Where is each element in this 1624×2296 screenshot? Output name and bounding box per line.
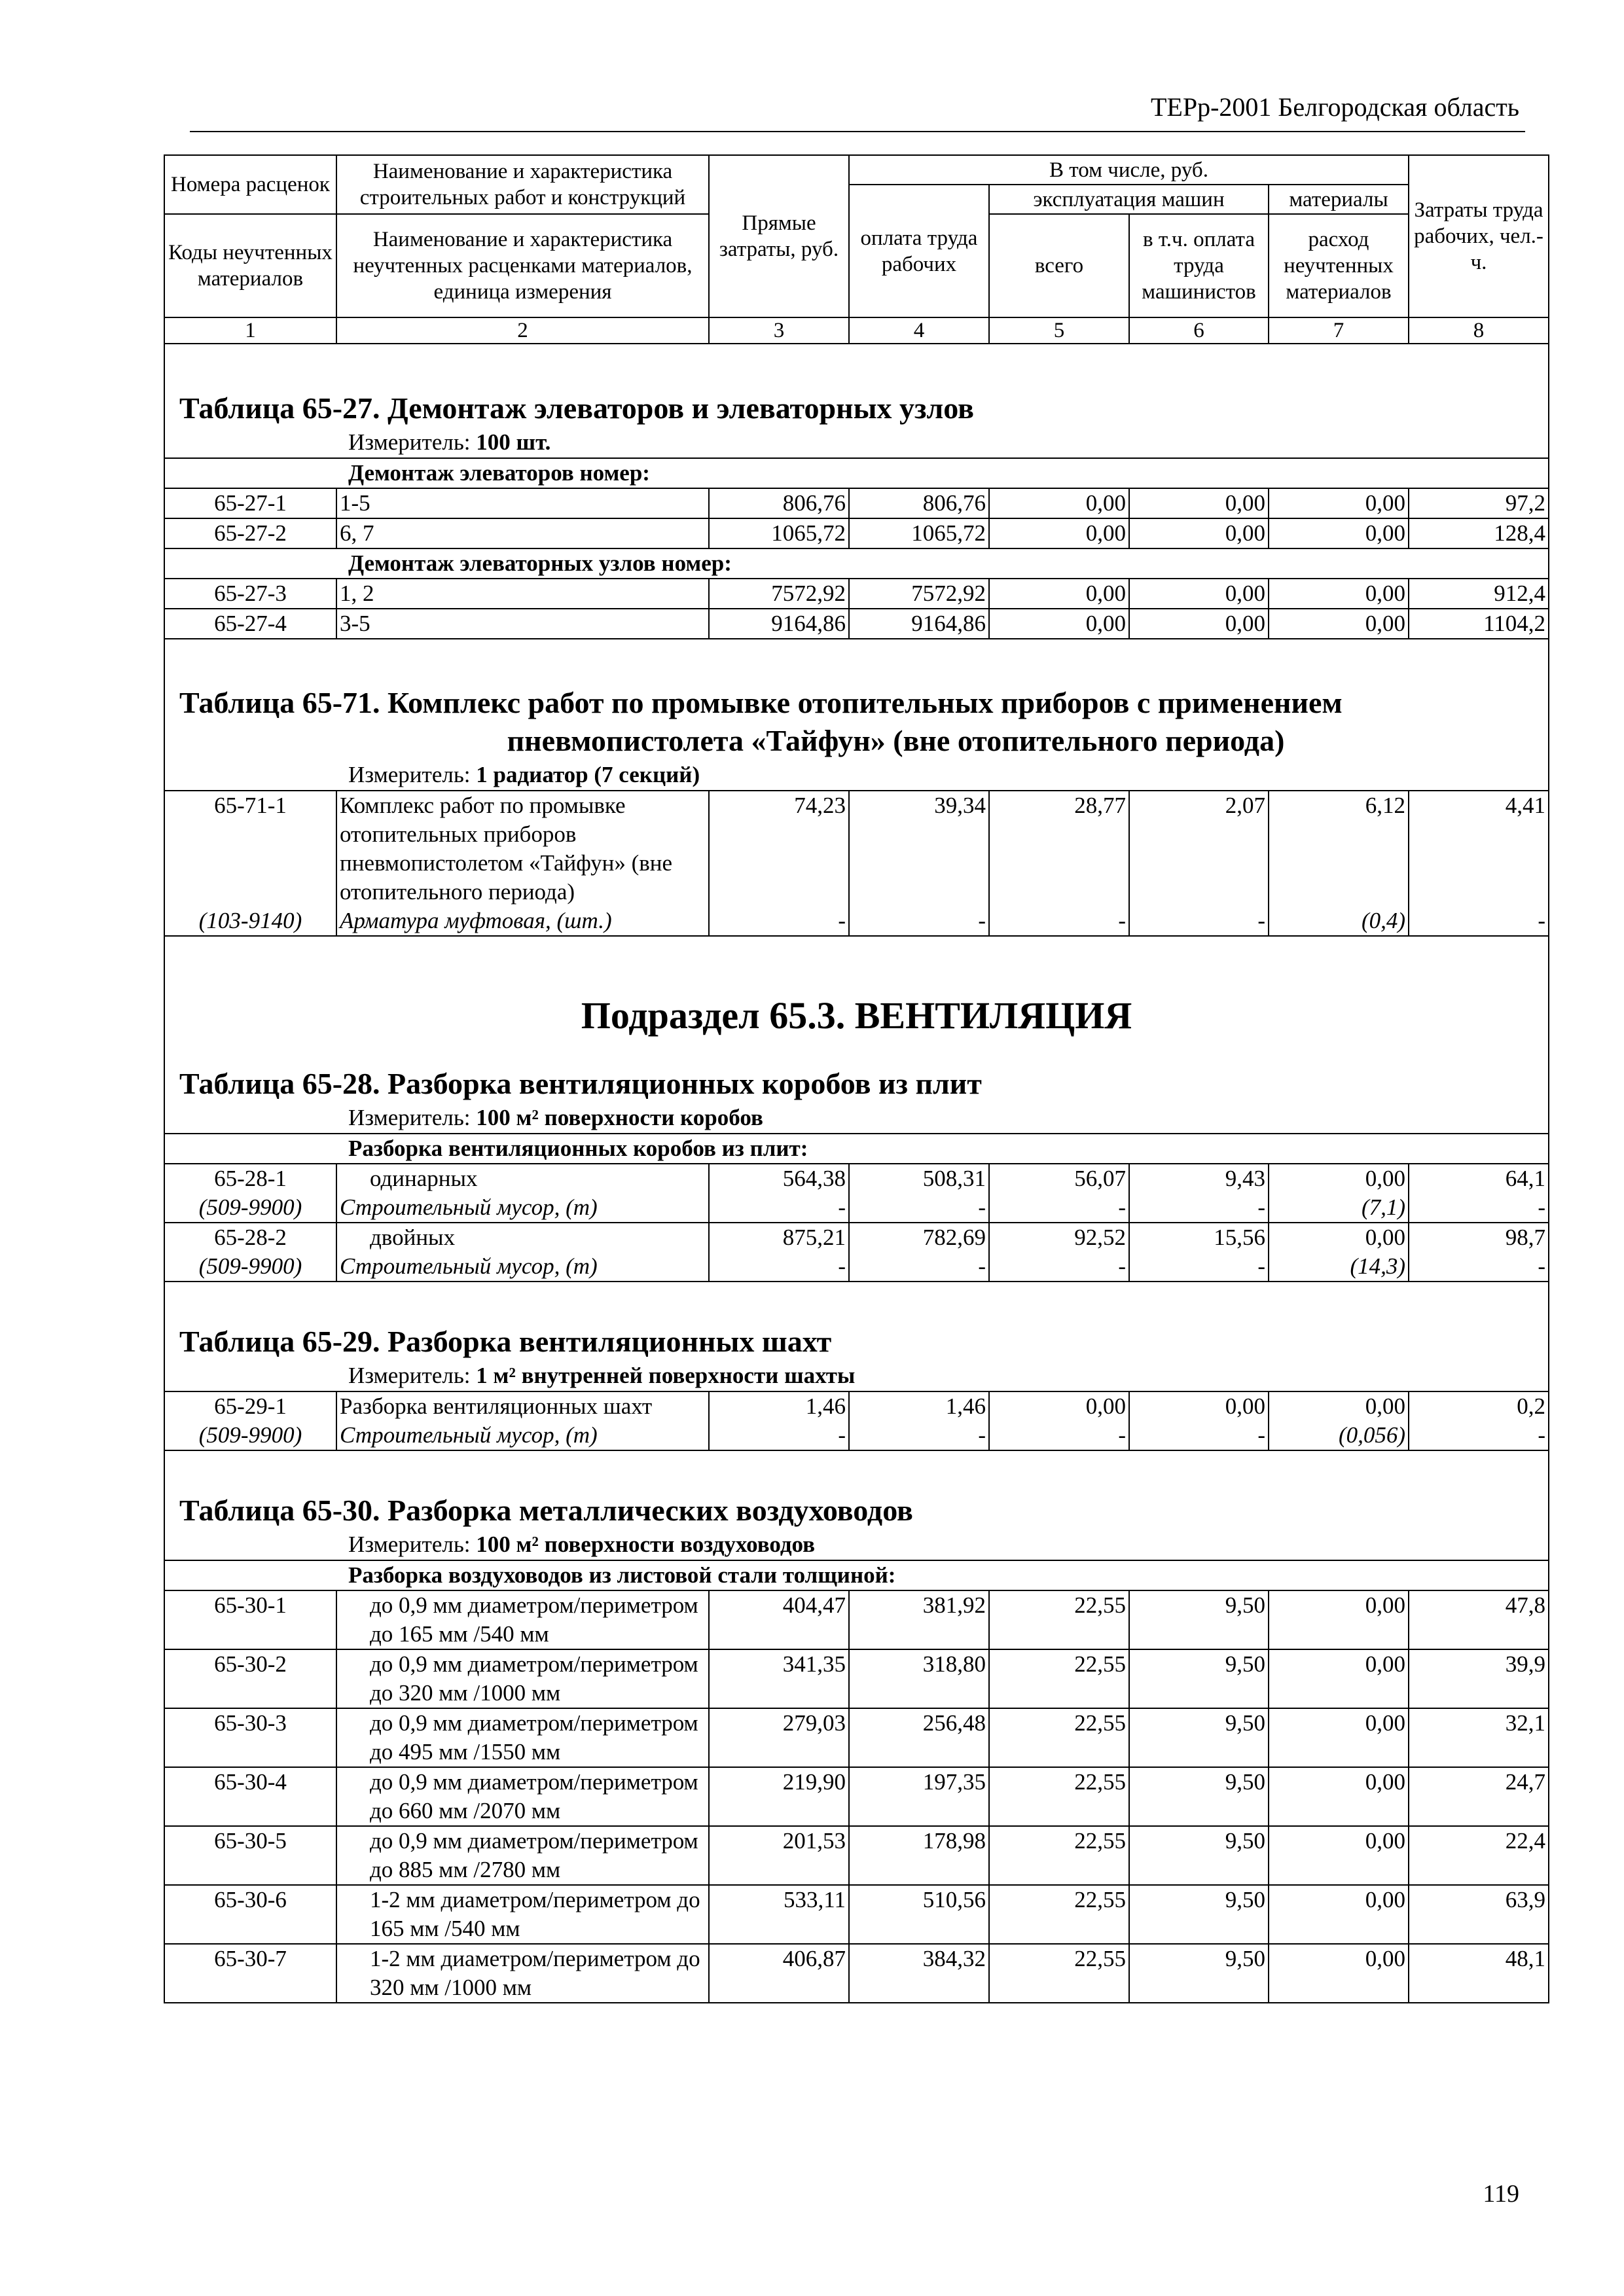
table-section-heading: [164, 1450, 1549, 1560]
value-cell: 782,69: [849, 1223, 989, 1252]
material-value: -: [989, 1193, 1129, 1223]
material-value: -: [989, 1252, 1129, 1282]
unit-label: Измеритель:: [348, 429, 471, 455]
table-row: [164, 1223, 1549, 1252]
value-cell: 0,00: [989, 609, 1129, 639]
material-value: (7,1): [1269, 1193, 1409, 1223]
section-heading-cell: [164, 344, 1549, 458]
value-cell: 197,35: [849, 1767, 989, 1826]
value-cell: 9,43: [1129, 1164, 1269, 1193]
value-cell: 406,87: [709, 1944, 849, 2003]
material-value: (14,3): [1269, 1252, 1409, 1282]
unit-label: Измеритель:: [348, 762, 471, 787]
machines-header: эксплуатация машин: [989, 185, 1269, 214]
value-cell: 22,55: [989, 1885, 1129, 1944]
value-cell: 9164,86: [709, 609, 849, 639]
value-cell: 341,35: [709, 1649, 849, 1708]
value-cell: 0,00: [989, 579, 1129, 609]
value-cell: 201,53: [709, 1826, 849, 1885]
material-value: -: [989, 1421, 1129, 1450]
material-value: -: [849, 1252, 989, 1282]
group-heading: Разборка вентиляционных коробов из плит:: [164, 1134, 1549, 1164]
work-name: до 0,9 мм диаметром/периметром до 165 мм /540 мм: [336, 1590, 709, 1649]
rate-code: 65-30-3: [164, 1708, 336, 1767]
value-cell: 0,00: [1129, 609, 1269, 639]
value-cell: 0,00: [1269, 1708, 1409, 1767]
value-cell: 15,56: [1129, 1223, 1269, 1252]
unit-value: 100 м² поверхности коробов: [476, 1105, 763, 1130]
table-title: Таблица 65-30. Разборка металлических воздуховодов: [179, 1494, 913, 1527]
value-cell: 24,7: [1409, 1767, 1549, 1826]
material-value: -: [1409, 1421, 1549, 1450]
value-cell: 22,55: [989, 1944, 1129, 2003]
material-row: [164, 1193, 1549, 1223]
column-number: 8: [1409, 317, 1549, 344]
value-cell: 9,50: [1129, 1708, 1269, 1767]
work-name: Комплекс работ по промывке отопительных приборов пневмопистолетом «Тайфун» (вне отопительного периода): [336, 791, 709, 906]
unit-label: Измеритель:: [348, 1532, 471, 1557]
value-cell: 279,03: [709, 1708, 849, 1767]
unit-of-measure: [165, 1530, 1548, 1560]
table-row: [164, 1590, 1549, 1649]
table-title: Таблица 65-29. Разборка вентиляционных шахт: [179, 1325, 832, 1358]
material-value: -: [989, 906, 1129, 936]
value-cell: 97,2: [1409, 488, 1549, 518]
table-row: [164, 1944, 1549, 2003]
value-cell: 178,98: [849, 1826, 989, 1885]
work-name: до 0,9 мм диаметром/периметром до 660 мм /2070 мм: [336, 1767, 709, 1826]
material-value: -: [709, 906, 849, 936]
value-cell: 0,00: [1269, 518, 1409, 548]
work-name: одинарных: [336, 1164, 709, 1193]
group-heading: Разборка воздуховодов из листовой стали толщиной:: [164, 1560, 1549, 1590]
value-cell: 219,90: [709, 1767, 849, 1826]
value-cell: 2,07: [1129, 791, 1269, 906]
value-cell: 9,50: [1129, 1767, 1269, 1826]
rate-code: 65-28-2: [164, 1223, 336, 1252]
col4-header: оплата труда рабочих: [849, 185, 989, 317]
value-cell: 0,00: [1269, 1223, 1409, 1252]
value-cell: 404,47: [709, 1590, 849, 1649]
material-value: -: [709, 1193, 849, 1223]
value-cell: 0,00: [1129, 488, 1269, 518]
work-name: 1-2 мм диаметром/периметром до 320 мм /1000 мм: [336, 1944, 709, 2003]
section-heading-cell: [164, 1450, 1549, 1560]
value-cell: 6,12: [1269, 791, 1409, 906]
value-cell: 63,9: [1409, 1885, 1549, 1944]
material-value: -: [1129, 1193, 1269, 1223]
value-cell: 92,52: [989, 1223, 1129, 1252]
table-row: [164, 1391, 1549, 1421]
table-section-heading: [164, 344, 1549, 458]
material-code: (509-9900): [164, 1252, 336, 1282]
value-cell: 0,00: [1269, 579, 1409, 609]
table-row: [164, 1885, 1549, 1944]
material-name: Арматура муфтовая, (шт.): [336, 906, 709, 936]
value-cell: 0,2: [1409, 1391, 1549, 1421]
value-cell: 0,00: [989, 1391, 1129, 1421]
col5-header: всего: [989, 214, 1129, 317]
value-cell: 806,76: [849, 488, 989, 518]
value-cell: 0,00: [1269, 1590, 1409, 1649]
value-cell: 0,00: [1269, 1944, 1409, 2003]
unit-of-measure: [165, 1103, 1548, 1133]
value-cell: 32,1: [1409, 1708, 1549, 1767]
unit-of-measure: [165, 760, 1548, 790]
rate-code: 65-27-1: [164, 488, 336, 518]
value-cell: 533,11: [709, 1885, 849, 1944]
unit-value: 100 м² поверхности воздуховодов: [476, 1532, 816, 1557]
rate-code: 65-30-2: [164, 1649, 336, 1708]
material-code: (509-9900): [164, 1421, 336, 1450]
group-heading: Демонтаж элеваторов номер:: [164, 458, 1549, 488]
value-cell: 74,23: [709, 791, 849, 906]
value-cell: 39,9: [1409, 1649, 1549, 1708]
value-cell: 1104,2: [1409, 609, 1549, 639]
material-value: -: [1409, 1193, 1549, 1223]
table-title-continued: пневмопистолета «Тайфун» (вне отопительного периода): [507, 724, 1285, 757]
rate-code: 65-30-7: [164, 1944, 336, 2003]
table-title: Таблица 65-27. Демонтаж элеваторов и элеваторных узлов: [179, 391, 974, 425]
table-row: [164, 1708, 1549, 1767]
col6-header: в т.ч. оплата труда машинистов: [1129, 214, 1269, 317]
value-cell: 28,77: [989, 791, 1129, 906]
material-row: [164, 1252, 1549, 1282]
group-heading-row: [164, 548, 1549, 579]
work-name: до 0,9 мм диаметром/периметром до 885 мм /2780 мм: [336, 1826, 709, 1885]
table-row: [164, 791, 1549, 906]
work-name: Разборка вентиляционных шахт: [336, 1391, 709, 1421]
col3-header: Прямые затраты, руб.: [709, 155, 849, 317]
value-cell: 98,7: [1409, 1223, 1549, 1252]
header-rule: [190, 131, 1525, 132]
material-row: [164, 1421, 1549, 1450]
value-cell: 1065,72: [849, 518, 989, 548]
rates-table: [164, 154, 1549, 2003]
table-section-heading: [164, 936, 1549, 1134]
col1-top-header: Номера расценок: [164, 155, 336, 214]
table-row: [164, 1164, 1549, 1193]
value-cell: 64,1: [1409, 1164, 1549, 1193]
value-cell: 508,31: [849, 1164, 989, 1193]
unit-of-measure: [165, 427, 1548, 457]
value-cell: 48,1: [1409, 1944, 1549, 2003]
column-number: 5: [989, 317, 1129, 344]
value-cell: 56,07: [989, 1164, 1129, 1193]
value-cell: 0,00: [1129, 1391, 1269, 1421]
rate-code: 65-30-1: [164, 1590, 336, 1649]
group-heading-row: [164, 458, 1549, 488]
value-cell: 9,50: [1129, 1944, 1269, 2003]
value-cell: 4,41: [1409, 791, 1549, 906]
unit-of-measure: [165, 1361, 1548, 1391]
unit-value: 1 радиатор (7 секций): [476, 762, 700, 787]
value-cell: 22,55: [989, 1826, 1129, 1885]
rate-code: 65-28-1: [164, 1164, 336, 1193]
material-code: (103-9140): [164, 906, 336, 936]
table-title: Таблица 65-28. Разборка вентиляционных коробов из плит: [179, 1067, 982, 1100]
value-cell: 0,00: [1269, 1767, 1409, 1826]
column-number: 6: [1129, 317, 1269, 344]
value-cell: 0,00: [1269, 609, 1409, 639]
incl-header: В том числе, руб.: [849, 155, 1409, 185]
material-value: (0,4): [1269, 906, 1409, 936]
rate-code: 65-27-2: [164, 518, 336, 548]
value-cell: 0,00: [1269, 1826, 1409, 1885]
value-cell: 564,38: [709, 1164, 849, 1193]
column-number: 4: [849, 317, 989, 344]
value-cell: 22,55: [989, 1708, 1129, 1767]
value-cell: 9164,86: [849, 609, 989, 639]
value-cell: 0,00: [1269, 1391, 1409, 1421]
work-name: 3-5: [336, 609, 709, 639]
material-value: -: [709, 1252, 849, 1282]
group-heading-row: [164, 1134, 1549, 1164]
value-cell: 9,50: [1129, 1649, 1269, 1708]
rate-code: 65-30-5: [164, 1826, 336, 1885]
table-row: [164, 579, 1549, 609]
value-cell: 0,00: [989, 518, 1129, 548]
work-name: до 0,9 мм диаметром/периметром до 495 мм /1550 мм: [336, 1708, 709, 1767]
table-row: [164, 1826, 1549, 1885]
value-cell: 22,55: [989, 1649, 1129, 1708]
value-cell: 0,00: [1269, 1164, 1409, 1193]
table-row: [164, 518, 1549, 548]
material-value: -: [849, 1193, 989, 1223]
rate-code: 65-27-4: [164, 609, 336, 639]
work-name: 1-5: [336, 488, 709, 518]
value-cell: 256,48: [849, 1708, 989, 1767]
rate-code: 65-30-4: [164, 1767, 336, 1826]
section-heading-cell: [164, 936, 1549, 1134]
value-cell: 1065,72: [709, 518, 849, 548]
material-value: -: [1409, 1252, 1549, 1282]
value-cell: 9,50: [1129, 1590, 1269, 1649]
value-cell: 0,00: [1129, 579, 1269, 609]
table-title: Таблица 65-71. Комплекс работ по промывке отопительных приборов с применением: [179, 686, 1343, 719]
value-cell: 0,00: [1129, 518, 1269, 548]
material-value: -: [1129, 1421, 1269, 1450]
value-cell: 384,32: [849, 1944, 989, 2003]
rate-code: 65-29-1: [164, 1391, 336, 1421]
value-cell: 47,8: [1409, 1590, 1549, 1649]
value-cell: 510,56: [849, 1885, 989, 1944]
material-name: Строительный мусор, (т): [336, 1421, 709, 1450]
rate-code: 65-30-6: [164, 1885, 336, 1944]
value-cell: 128,4: [1409, 518, 1549, 548]
value-cell: 22,55: [989, 1767, 1129, 1826]
group-heading-row: [164, 1560, 1549, 1590]
rate-code: 65-71-1: [164, 791, 336, 906]
table-row: [164, 609, 1549, 639]
material-value: -: [1129, 1252, 1269, 1282]
value-cell: 318,80: [849, 1649, 989, 1708]
material-value: -: [709, 1421, 849, 1450]
material-code: (509-9900): [164, 1193, 336, 1223]
value-cell: 39,34: [849, 791, 989, 906]
material-value: -: [849, 1421, 989, 1450]
value-cell: 1,46: [849, 1391, 989, 1421]
work-name: 6, 7: [336, 518, 709, 548]
value-cell: 1,46: [709, 1391, 849, 1421]
unit-value: 1 м² внутренней поверхности шахты: [476, 1363, 856, 1388]
value-cell: 9,50: [1129, 1826, 1269, 1885]
value-cell: 7572,92: [709, 579, 849, 609]
subsection-title: Подраздел 65.3. ВЕНТИЛЯЦИЯ: [581, 994, 1132, 1037]
unit-value: 100 шт.: [476, 429, 551, 455]
column-number: 3: [709, 317, 849, 344]
column-number: 2: [336, 317, 709, 344]
material-name: Строительный мусор, (т): [336, 1193, 709, 1223]
work-name: до 0,9 мм диаметром/периметром до 320 мм /1000 мм: [336, 1649, 709, 1708]
column-number: 1: [164, 317, 336, 344]
value-cell: 0,00: [1269, 488, 1409, 518]
section-heading-cell: [164, 639, 1549, 791]
value-cell: 22,4: [1409, 1826, 1549, 1885]
value-cell: 9,50: [1129, 1885, 1269, 1944]
material-name: Строительный мусор, (т): [336, 1252, 709, 1282]
work-name: двойных: [336, 1223, 709, 1252]
material-value: -: [849, 906, 989, 936]
value-cell: 912,4: [1409, 579, 1549, 609]
material-value: (0,056): [1269, 1421, 1409, 1450]
rate-code: 65-27-3: [164, 579, 336, 609]
materials-header: материалы: [1269, 185, 1409, 214]
unit-label: Измеритель:: [348, 1105, 471, 1130]
value-cell: 0,00: [1269, 1885, 1409, 1944]
page-number: 119: [1483, 2180, 1519, 2208]
table-row: [164, 488, 1549, 518]
work-name: 1, 2: [336, 579, 709, 609]
col2-top-header: Наименование и характеристика строительных работ и конструкций: [336, 155, 709, 214]
group-heading: Демонтаж элеваторных узлов номер:: [164, 548, 1549, 579]
value-cell: 806,76: [709, 488, 849, 518]
value-cell: 0,00: [1269, 1649, 1409, 1708]
material-row: [164, 906, 1549, 936]
work-name: 1-2 мм диаметром/периметром до 165 мм /540 мм: [336, 1885, 709, 1944]
value-cell: 0,00: [989, 488, 1129, 518]
material-value: -: [1129, 906, 1269, 936]
table-section-heading: [164, 639, 1549, 791]
value-cell: 22,55: [989, 1590, 1129, 1649]
table-section-heading: [164, 1282, 1549, 1391]
material-value: -: [1409, 906, 1549, 936]
value-cell: 381,92: [849, 1590, 989, 1649]
col7-header: расход неучтенных материалов: [1269, 214, 1409, 317]
section-heading-cell: [164, 1282, 1549, 1391]
value-cell: 7572,92: [849, 579, 989, 609]
unit-label: Измеритель:: [348, 1363, 471, 1388]
running-head: ТЕРр-2001 Белгородская область: [1150, 92, 1519, 122]
table-row: [164, 1767, 1549, 1826]
table-row: [164, 1649, 1549, 1708]
value-cell: 875,21: [709, 1223, 849, 1252]
col1-bottom-header: Коды неучтенных материалов: [164, 214, 336, 317]
col8-header: Затраты труда рабочих, чел.-ч.: [1409, 155, 1549, 317]
col2-bottom-header: Наименование и характеристика неучтенных расценками материалов, единица измерения: [336, 214, 709, 317]
column-number: 7: [1269, 317, 1409, 344]
